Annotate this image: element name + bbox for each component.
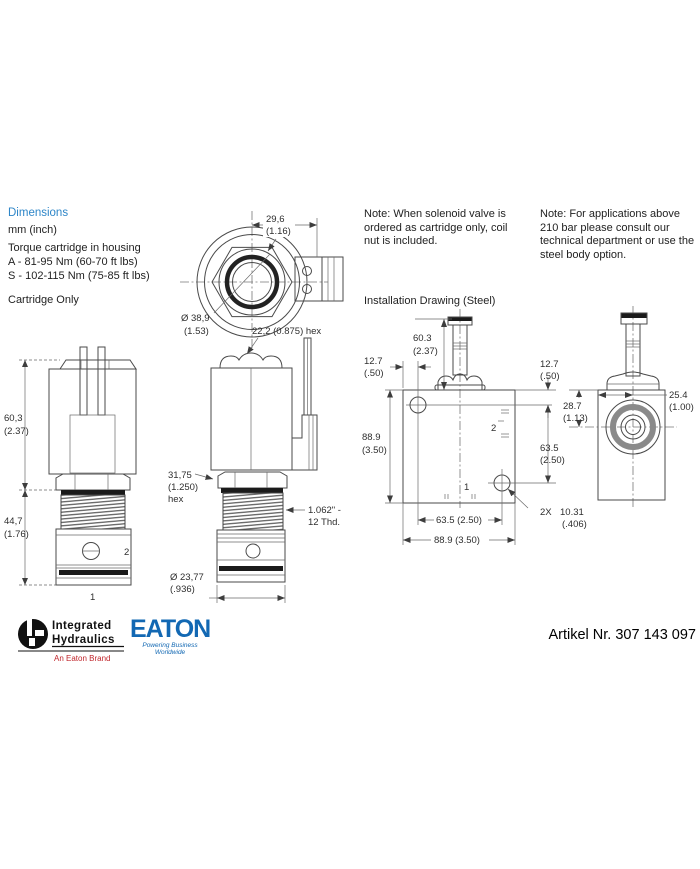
terminal-pin xyxy=(80,347,87,415)
units-label: mm (inch) xyxy=(8,224,57,236)
install-port1-label: 1 xyxy=(464,482,470,493)
dim-hexflat-mm: 31,75 xyxy=(168,470,192,481)
note1-line1: Note: When solenoid valve is xyxy=(364,208,506,220)
install-port2-label: 2 xyxy=(491,423,497,434)
solenoid-coil-side xyxy=(211,368,292,470)
cartridge-only-label: Cartridge Only xyxy=(8,294,79,306)
dimensions-heading: Dimensions xyxy=(8,207,69,219)
torque-line-3: S - 102-115 Nm (75-85 ft lbs) xyxy=(8,270,150,282)
dim-blockwidth: 88.9 (3.50) xyxy=(434,535,480,546)
note-coil-nut xyxy=(364,208,524,249)
integrated-logo-line2: Hydraulics xyxy=(52,634,115,646)
integrated-hydraulics-icon xyxy=(18,618,48,649)
note2-line1: Note: For applications above xyxy=(540,208,681,220)
dim-holeoffset-top-mm: 12.7 xyxy=(540,359,559,370)
artikel-number: Artikel Nr. 307 143 097 xyxy=(548,627,696,643)
note2-line2: 210 bar please consult our xyxy=(540,221,670,234)
dim-holeoffset-left-mm: 12.7 xyxy=(364,356,383,367)
dim-coil-height-in: (2.37) xyxy=(4,426,29,437)
thread-section xyxy=(61,495,125,529)
dim-holeoffset-left-in: (.50) xyxy=(364,368,384,379)
dim-holeoffset-top-in: (.50) xyxy=(540,371,560,382)
dim-cartridge-height-mm: 44,7 xyxy=(4,516,23,527)
manifold-block xyxy=(403,390,515,503)
note2-line3: technical department or use the xyxy=(540,235,695,247)
dim-holespacing-v-in: (2.50) xyxy=(540,455,565,466)
dim-bodydia-in: (.936) xyxy=(170,584,195,595)
port2-label: 2 xyxy=(124,547,130,558)
dim-stemheight-mm: 60.3 xyxy=(413,333,432,344)
note-steel-body xyxy=(540,208,700,262)
dim-coildia-in: (1.53) xyxy=(184,326,209,337)
dim-blockheight-in: (3.50) xyxy=(362,445,387,456)
dim-blockheight-mm: 88.9 xyxy=(362,432,381,443)
front-view-drawing xyxy=(3,325,171,615)
dim-stemheight-in: (2.37) xyxy=(413,346,438,357)
coil-nut xyxy=(56,474,130,490)
side-view-drawing xyxy=(165,320,360,615)
dim-holes-mm: 10.31 xyxy=(560,507,584,518)
dim-cartridge-height-in: (1.76) xyxy=(4,529,29,540)
thread-section-side xyxy=(223,493,283,530)
dim-holes-qty: 2X xyxy=(540,507,552,518)
note2-line4: steel body option. xyxy=(540,248,627,261)
cartridge-body xyxy=(56,529,131,585)
dim-thread-line1: 1.062" - xyxy=(308,505,341,516)
dim-bodydia-mm: Ø 23,77 xyxy=(170,572,204,583)
eaton-logo-wordmark: EATON xyxy=(130,615,211,643)
connector-top xyxy=(295,257,343,301)
terminal-pin xyxy=(98,347,105,415)
solenoid-coil xyxy=(49,369,136,474)
coil-nut-profile xyxy=(220,353,282,368)
dim-hexnut-label: 22,2 (0.875) hex xyxy=(252,326,322,337)
torque-line-1: Torque cartridge in housing xyxy=(8,242,141,254)
eaton-logo xyxy=(130,617,210,656)
dim-port-offset-in: (1.00) xyxy=(669,402,694,413)
dim-thread-line2: 12 Thd. xyxy=(308,517,341,528)
dim-port-offset-mm: 25.4 xyxy=(669,390,688,401)
dim-topwidth-in: (1.16) xyxy=(266,226,291,237)
note1-line2: ordered as cartridge only, coil xyxy=(364,221,508,234)
integrated-hydraulics-logo xyxy=(12,612,127,664)
dim-hexflat-in: (1.250) xyxy=(168,482,199,493)
note1-line3: nut is included. xyxy=(364,235,438,247)
torque-info xyxy=(8,241,150,283)
dim-coil-height-mm: 60,3 xyxy=(4,413,23,424)
integrated-logo-line1: Integrated xyxy=(52,620,112,632)
dim-holespacing-v-mm: 63.5 xyxy=(540,443,559,454)
dim-port-depth-mm: 28.7 xyxy=(563,401,582,412)
torque-line-2: A - 81-95 Nm (60-70 ft lbs) xyxy=(8,256,138,268)
dim-holespacing-h: 63.5 (2.50) xyxy=(436,515,482,526)
installation-side-drawing xyxy=(555,298,700,525)
installation-drawing-title: Installation Drawing (Steel) xyxy=(364,295,496,307)
dim-holes-in: (.406) xyxy=(562,519,587,530)
eaton-logo-tagline: Powering Business Worldwide xyxy=(142,642,198,656)
dim-hexflat-word: hex xyxy=(168,494,184,505)
port1-label: 1 xyxy=(90,592,96,603)
dim-port-depth-in: (1.13) xyxy=(563,413,588,424)
dim-topwidth-mm: 29,6 xyxy=(266,214,285,225)
an-eaton-brand-label: An Eaton Brand xyxy=(54,654,111,663)
dim-coildia-mm: Ø 38,9 xyxy=(181,313,210,324)
